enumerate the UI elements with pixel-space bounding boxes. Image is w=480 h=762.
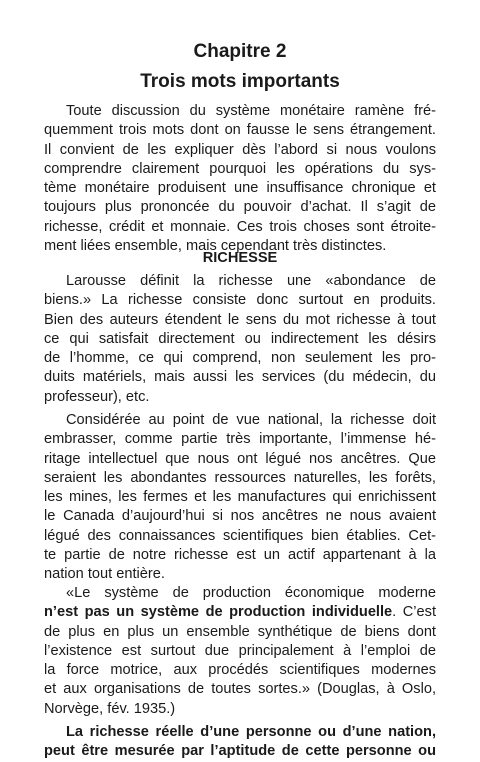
text-line: Considérée au point de vue national, la richesse doit <box>66 412 436 428</box>
quote-continuation: . C’est <box>392 604 437 621</box>
text-line: ment liées ensemble, mais cependant très distinctes. <box>44 238 387 255</box>
text-line: quemment trois mots dont on fausse le sens étrangement. <box>44 122 436 139</box>
text-line: nation tout entière. <box>44 566 165 583</box>
text-line: Toute discussion du système monétaire ramène fré- <box>66 103 436 119</box>
text-line: richesse, crédit et monnaie. Ces trois choses sont étroite- <box>44 218 436 235</box>
text-line: toujours plus prononcée du pouvoir d’achat. Il s’agit de <box>44 199 436 216</box>
text-line: comprendre clairement pourquoi les opérations du sys- <box>44 160 436 177</box>
text-line: «Le système de production économique moderne <box>66 585 436 601</box>
text-line: Bien des auteurs étendent le sens du mot richesse à tout <box>44 311 436 328</box>
text-line: ce qui satisfait directement ou indirectement les désirs <box>44 330 436 347</box>
text-line: duits matériels, mais aussi les services (du médecin, du <box>44 369 436 386</box>
chapter-number: Chapitre 2 <box>193 41 287 62</box>
text-line: embrasser, comme partie très importante, l’immense hé- <box>44 431 436 448</box>
intro-paragraph <box>44 102 436 256</box>
text-line: de l’homme, ce qui comprend, non seulement les pro- <box>44 350 436 367</box>
text-line: les mines, les fermes et les manufactures qui enrichissent <box>44 489 436 506</box>
text-line: biens.» La richesse consiste donc surtout en produits. <box>44 292 436 309</box>
text-line: le Canada d’aujourd’hui si nos ancêtres ne nous avaient <box>44 508 436 525</box>
text-line: l’existence est surtout due principalement à l’emploi de <box>44 642 436 659</box>
text-line: Norvège, fév. 1935.) <box>44 700 176 717</box>
text-line: peut être mesurée par l’aptitude de cette personne ou <box>44 743 436 760</box>
text-line: et aux organisations de toutes sortes.» (Douglas, à Oslo, <box>44 681 436 698</box>
text-line: Il convient de les expliquer dès l’abord si nous voulons <box>44 141 436 158</box>
bold-paragraph <box>44 723 436 762</box>
paragraph-national <box>44 411 436 585</box>
paragraph-definition <box>44 272 436 407</box>
text-line: de plus en plus un ensemble synthétique de biens dont <box>44 623 436 640</box>
text-line: La richesse réelle d’une personne ou d’une nation, <box>66 724 436 740</box>
text-line: Larousse définit la richesse une «abondance de <box>66 273 436 289</box>
text-line: la force motrice, aux procédés scientifiques modernes <box>44 662 436 679</box>
section-subheading: RICHESSE <box>202 250 278 266</box>
text-line <box>44 603 436 622</box>
quote-emphasis: n’est pas un système de production individuelle <box>44 604 393 621</box>
quote-paragraph <box>44 584 436 719</box>
text-line: professeur), etc. <box>44 388 150 405</box>
text-line: tème monétaire produisent une insuffisance chronique et <box>44 180 436 197</box>
text-line: seraient les abondantes ressources naturelles, les forêts, <box>44 469 436 486</box>
text-line: ritage intellectuel que nous ont légué nos ancêtres. Que <box>44 450 436 467</box>
text-line: légué des connaissances scientifiques bien établies. Cet- <box>44 527 436 544</box>
text-line: te partie de notre richesse est un actif appartenant à la <box>44 547 436 564</box>
chapter-title: Trois mots importants <box>140 71 340 92</box>
